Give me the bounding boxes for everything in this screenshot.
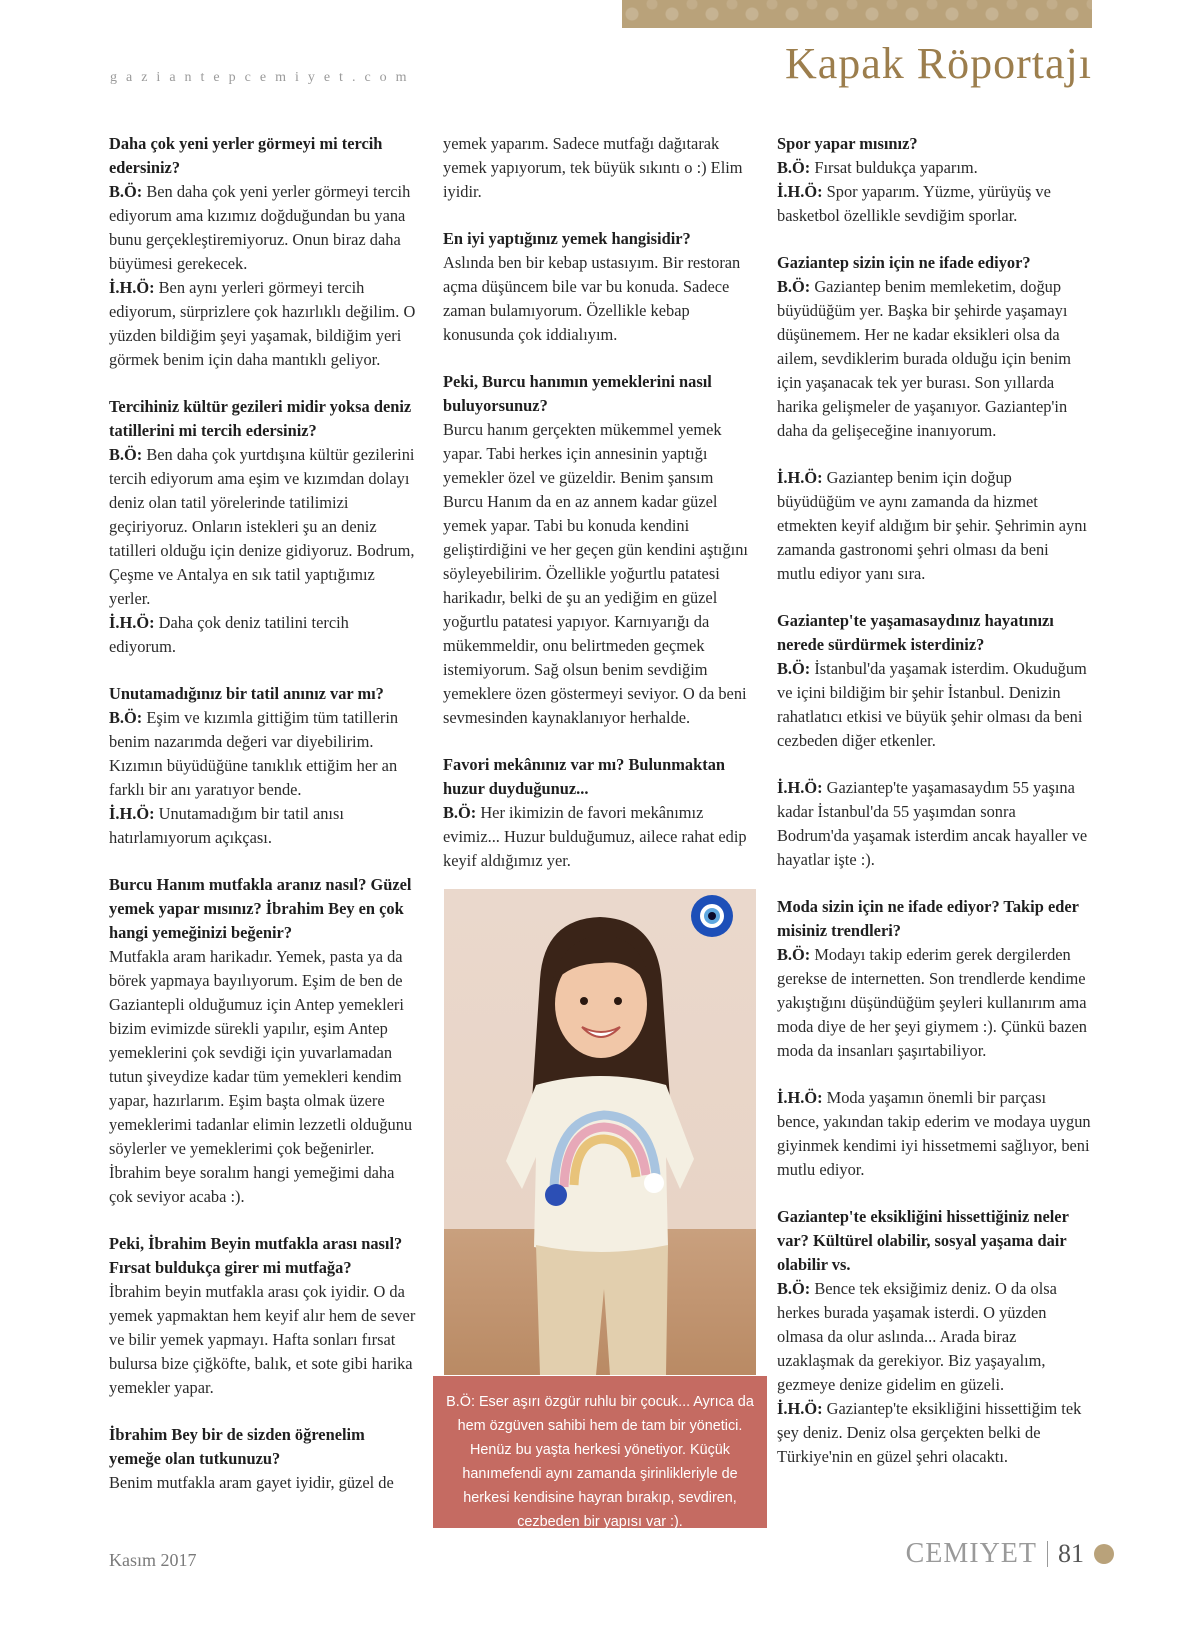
- answer-text: Ben aynı yerleri görmeyi tercih ediyorum, sürprizlere çok hazırlıklı değilim. O yüzden bildiğim şeyi yaşamak, bildiğim yeri görmek benim için daha mantıklı geliyor.: [109, 278, 416, 369]
- answer-paragraph: [109, 180, 417, 276]
- answer-text: Her ikimizin de favori mekânımız evimiz... Huzur bulduğumuz, ailece rahat edip keyif aldığımız yer.: [443, 803, 747, 870]
- speaker-label: B.Ö:: [777, 158, 811, 177]
- answer-paragraph: [777, 1397, 1091, 1469]
- speaker-label: İ.H.Ö:: [777, 778, 823, 797]
- question-heading: İbrahim Bey bir de sizden öğrenelim yemeğe olan tutkunuzu?: [109, 1425, 365, 1468]
- speaker-label: B.Ö:: [109, 708, 143, 727]
- answer-text: Burcu hanım gerçekten mükemmel yemek yapar. Tabi herkes için annesinin yaptığı yemekler özel ve güzeldir. Benim şansım Burcu Hanım da en az annem kadar güzel yemek yapar. Tabi bu konuda kendini geliştirdiğini ve her geçen gün kendini aştığını söyleyebilirim. Özellikle yoğurtlu patatesi harikadır, belki de şu an yediğim en güzel yoğurtlu patatesi yapıyor. Karnıyarığı da mükemmeldir, onu belirtmeden geçmek istemiyorum. Sağ olsun benim sevdiğim yemeklere özen göstermeyi seviyor. O da beni sevmesinden kaynaklanıyor herhalde.: [443, 420, 748, 727]
- column-1: [109, 132, 417, 1518]
- answer-paragraph: [777, 275, 1091, 443]
- column-2: [443, 132, 755, 896]
- answer-paragraph: [777, 776, 1091, 872]
- answer-paragraph: [777, 156, 1091, 180]
- answer-paragraph: [777, 1086, 1091, 1182]
- speaker-label: B.Ö:: [443, 803, 477, 822]
- qa-block: [777, 466, 1091, 586]
- speaker-label: İ.H.Ö:: [777, 468, 823, 487]
- answer-text: İstanbul'da yaşamak isterdim. Okuduğum ve içini bildiğim bir şehir İstanbul. Denizin rahatlatıcı etkisi ve büyük şehir olması da beni cezbeden diğer etkenler.: [777, 659, 1087, 750]
- answer-paragraph: [109, 706, 417, 802]
- qa-block: [443, 370, 755, 730]
- answer-text: Benim mutfakla aram gayet iyidir, güzel de: [109, 1473, 394, 1492]
- answer-text: Moda yaşamın önemli bir parçası bence, yakından takip ederim ve modaya uygun giyinmek kendimi iyi hissetmemi sağlıyor, beni mutlu ediyor.: [777, 1088, 1091, 1179]
- answer-paragraph: [443, 418, 755, 730]
- evil-eye-bead-icon: [691, 895, 733, 937]
- answer-paragraph: [443, 132, 755, 204]
- qa-block: [109, 1232, 417, 1400]
- question-heading: En iyi yaptığınız yemek hangisidir?: [443, 229, 691, 248]
- answer-paragraph: [777, 1277, 1091, 1397]
- photo-caption: B.Ö: Eser aşırı özgür ruhlu bir çocuk... Ayrıca da hem özgüven sahibi hem de tam bir yönetici. Henüz bu yaşta herkesi yönetiyor. Küçük hanımefendi aynı zamanda şirinlikleriyle de herkesi kendisine hayran bırakıp, sevdiren, cezbeden bir yapısı var :).: [433, 1376, 767, 1528]
- qa-block: [443, 753, 755, 873]
- question-heading: Gaziantep'te eksikliğini hissettiğiniz neler var? Kültürel olabilir, sosyal yaşama dair olabilir vs.: [777, 1207, 1069, 1274]
- answer-paragraph: [109, 802, 417, 850]
- answer-paragraph: [443, 251, 755, 347]
- question-heading: Gaziantep sizin için ne ifade ediyor?: [777, 253, 1031, 272]
- answer-text: Gaziantep'te yaşamasaydım 55 yaşına kadar İstanbul'da 55 yaşımdan sonra Bodrum'da yaşamak isterdim ancak hayaller ve hayatlar işte :).: [777, 778, 1088, 869]
- answer-paragraph: [109, 1471, 417, 1495]
- answer-text: Modayı takip ederim gerek dergilerden gerekse de internetten. Son trendlerde kendime yakıştığını düşündüğüm şeyleri kullanırım ama moda diye de her şeyi giymem :). Çünkü bazen moda da insanları şaşırtabiliyor.: [777, 945, 1087, 1060]
- answer-text: Daha çok deniz tatilini tercih ediyorum.: [109, 613, 349, 656]
- answer-paragraph: [109, 611, 417, 659]
- qa-block: [777, 776, 1091, 872]
- magazine-brand: CEMIYET: [905, 1538, 1037, 1569]
- answer-paragraph: [443, 801, 755, 873]
- answer-text: Gaziantep benim memleketim, doğup büyüdüğüm yer. Başka bir şehirde yaşamayı düşünemem. Her ne kadar eksikleri olsa da ailem, sevdiklerim burada olduğu için benim için yaşanacak tek yer burası. Son yıllarda harika gelişmeler de yaşanıyor. Gaziantep'in daha da gelişeceğine inanıyorum.: [777, 277, 1072, 440]
- speaker-label: İ.H.Ö:: [777, 182, 823, 201]
- answer-text: Eşim ve kızımla gittiğim tüm tatillerin benim nazarımda değeri var diyebilirim. Kızımın büyüdüğüne tanıklık ettiğim her an farklı bir anı yaratıyor bende.: [109, 708, 399, 799]
- qa-block: [777, 895, 1091, 1063]
- answer-paragraph: [109, 276, 417, 372]
- question-heading: Peki, Burcu hanımın yemeklerini nasıl buluyorsunuz?: [443, 372, 712, 415]
- qa-block: [443, 227, 755, 347]
- qa-block: [109, 1423, 417, 1495]
- footer-divider: [1047, 1541, 1048, 1567]
- answer-text: İbrahim beyin mutfakla arası çok iyidir. O da yemek yapmaktan hem keyif alır hem de sever ve bilir yemek yapmayı. Hafta sonları fırsat bulursa bize çiğköfte, balık, et sote gibi harika yemekler yapar.: [109, 1282, 416, 1397]
- speaker-label: B.Ö:: [777, 659, 811, 678]
- answer-paragraph: [777, 180, 1091, 228]
- answer-text: Gaziantep benim için doğup büyüdüğüm ve aynı zamanda da hizmet etmekten keyif aldığım bir şehir. Şehrimin aynı zamanda gastronomi şehri olması da beni mutlu ediyor yanı sıra.: [777, 468, 1087, 583]
- answer-text: Unutamadığım bir tatil anısı hatırlamıyorum açıkçası.: [109, 804, 344, 847]
- qa-block: [777, 251, 1091, 443]
- speaker-label: İ.H.Ö:: [109, 804, 155, 823]
- qa-block: [109, 873, 417, 1209]
- question-heading: Burcu Hanım mutfakla aranız nasıl? Güzel yemek yapar mısınız? İbrahim Bey en çok hangi yemeğinizi beğenir?: [109, 875, 412, 942]
- section-title: Kapak Röportajı: [784, 39, 1092, 88]
- question-heading: Spor yapar mısınız?: [777, 134, 918, 153]
- child-photo: [444, 889, 756, 1375]
- speaker-label: B.Ö:: [109, 182, 143, 201]
- header-pattern-band: [622, 0, 1092, 28]
- page-footer: [906, 1538, 1114, 1570]
- answer-text: Ben daha çok yeni yerler görmeyi tercih ediyorum ama kızımız doğduğundan bu yana bunu gerçekleştiremiyoruz. Onun biraz daha büyümesi gerekecek.: [109, 182, 411, 273]
- question-heading: Favori mekânınız var mı? Bulunmaktan huzur duyduğunuz...: [443, 755, 726, 798]
- speaker-label: B.Ö:: [777, 945, 811, 964]
- answer-text: Gaziantep'te eksikliğini hissettiğim tek şey deniz. Deniz olsa gerçekten belki de Türkiye'nin en güzel şehri olacaktı.: [777, 1399, 1082, 1466]
- page-number: 81: [1058, 1539, 1084, 1568]
- question-heading: Daha çok yeni yerler görmeyi mi tercih edersiniz?: [109, 134, 383, 177]
- issue-date: Kasım 2017: [109, 1550, 197, 1570]
- answer-text: Aslında ben bir kebap ustasıyım. Bir restoran açma düşüncem bile var bu konuda. Sadece zaman bulamıyorum. Özellikle kebap konusunda çok iddialıyım.: [443, 253, 741, 344]
- question-heading: Unutamadığınız bir tatil anınız var mı?: [109, 684, 384, 703]
- speaker-label: İ.H.Ö:: [109, 278, 155, 297]
- speaker-label: İ.H.Ö:: [109, 613, 155, 632]
- answer-text: Spor yaparım. Yüzme, yürüyüş ve basketbol özellikle sevdiğim sporlar.: [777, 182, 1051, 225]
- speaker-label: İ.H.Ö:: [777, 1399, 823, 1418]
- speaker-label: B.Ö:: [777, 1279, 811, 1298]
- column-3: [777, 132, 1091, 1492]
- question-heading: Gaziantep'te yaşamasaydınız hayatınızı nerede sürdürmek isterdiniz?: [777, 611, 1054, 654]
- answer-text: Mutfakla aram harikadır. Yemek, pasta ya da börek yapmaya bayılıyorum. Eşim de ben de Gaziantepli olduğumuz için Antep yemekleri bizim evimizde sürekli yapılır, eşim Antep yemeklerini çok sevdiği için yuvarlamadan tutun şiveydize kadar tüm yemekleri kendim yapar, hazırlarım. Eşim başta olmak üzere yemeklerimi tadanlar elimin lezzetli olduğunu söylerler ve yemeklerimi çok beğenirler. İbrahim beye soralım hangi yemeğimi daha çok seviyor acaba :).: [109, 947, 413, 1206]
- speaker-label: B.Ö:: [777, 277, 811, 296]
- answer-paragraph: [777, 466, 1091, 586]
- speaker-label: B.Ö:: [109, 445, 143, 464]
- answer-text: Bence tek eksiğimiz deniz. O da olsa herkes burada yaşamak isterdi. O yüzden olmasa da olur aslında... Arada biraz uzaklaşmak da gerekiyor. Biz yaşayalım, gezmeye denize gidelim en güzeli.: [777, 1279, 1057, 1394]
- accent-dot-icon: [1094, 1544, 1114, 1564]
- answer-paragraph: [777, 657, 1091, 753]
- question-heading: Moda sizin için ne ifade ediyor? Takip eder misiniz trendleri?: [777, 897, 1079, 940]
- qa-block: [109, 682, 417, 850]
- answer-paragraph: [109, 945, 417, 1209]
- qa-block: [777, 132, 1091, 228]
- speaker-label: İ.H.Ö:: [777, 1088, 823, 1107]
- website-url: gaziantepcemiyet.com: [110, 70, 416, 85]
- question-heading: Tercihiniz kültür gezileri midir yoksa deniz tatillerini mi tercih edersiniz?: [109, 397, 412, 440]
- answer-text: Ben daha çok yurtdışına kültür gezilerini tercih ediyorum ama eşim ve kızımdan dolayı deniz olan tatil yörelerinde tatilimizi geçiriyoruz. Onların istekleri şu an deniz tatilleri olduğu için denize gidiyoruz. Bodrum, Çeşme ve Antalya en sık tatil yaptığımız yerler.: [109, 445, 415, 608]
- qa-block: [109, 132, 417, 372]
- qa-block: [443, 132, 755, 204]
- answer-text: Fırsat buldukça yaparım.: [810, 158, 978, 177]
- qa-block: [777, 1205, 1091, 1469]
- qa-block: [109, 395, 417, 659]
- qa-block: [777, 1086, 1091, 1182]
- answer-paragraph: [777, 943, 1091, 1063]
- answer-paragraph: [109, 443, 417, 611]
- qa-block: [777, 609, 1091, 753]
- answer-text: yemek yaparım. Sadece mutfağı dağıtarak yemek yapıyorum, tek büyük sıkıntı o :) Elim iyidir.: [443, 134, 743, 201]
- answer-paragraph: [109, 1280, 417, 1400]
- question-heading: Peki, İbrahim Beyin mutfakla arası nasıl? Fırsat buldukça girer mi mutfağa?: [109, 1234, 403, 1277]
